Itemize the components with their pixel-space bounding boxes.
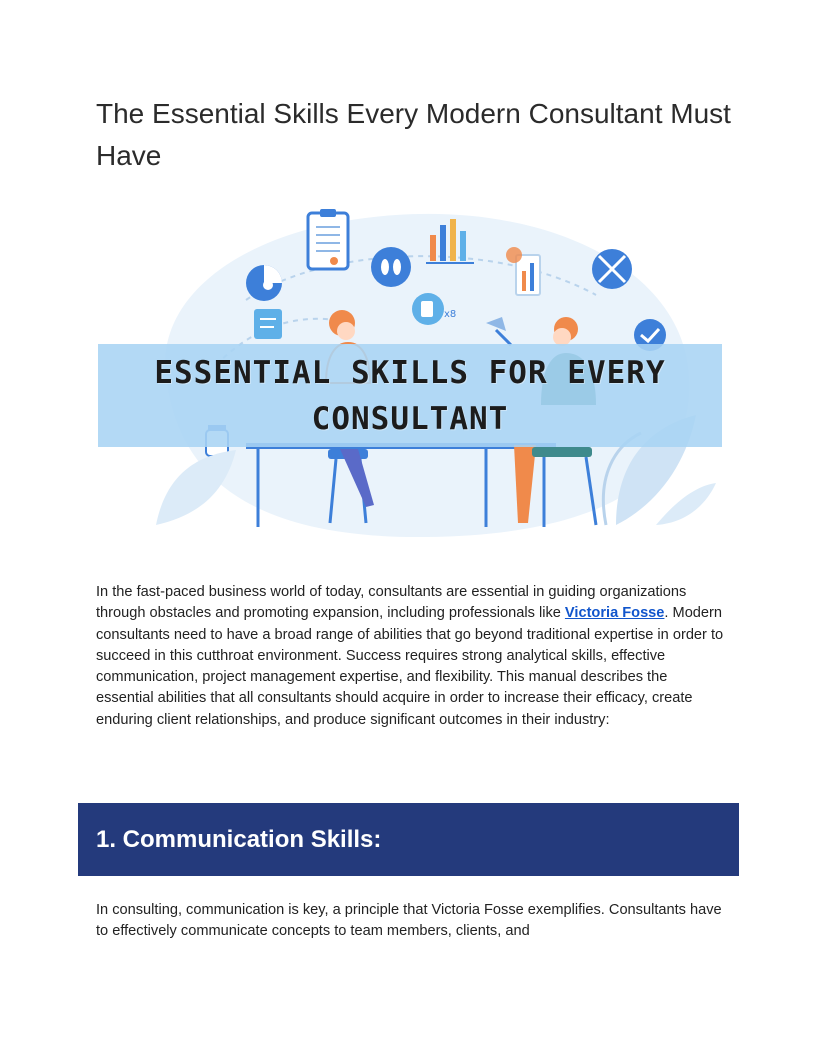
section-header-bar: [78, 803, 739, 876]
pie-chart-icon: [246, 265, 282, 301]
victoria-fosse-link[interactable]: Victoria Fosse: [564, 605, 665, 622]
clipboard-icon: [308, 209, 348, 269]
section-heading: 1. Communication Skills:: [96, 825, 382, 853]
footprint-icon: [371, 247, 411, 287]
hero-banner-text: ESSENTIAL SKILLS FOR EVERY CONSULTANT: [154, 354, 666, 437]
plant-leaves-left: [156, 450, 236, 525]
intro-text-end: . Modern consultants need to have a broad range of abilities that go beyond traditional expertise in order to succeed in this cutthroat environment. Success requires strong analytical skills, effective communication, project management expertise, and flexibility. This manual describes the essential abilities that all consultants should acquire in order to increase their efficacy, create enduring client relationships, and produce significant outcomes in their industry:: [96, 605, 724, 728]
hero-banner: [98, 344, 722, 447]
intro-paragraph: [96, 582, 726, 731]
document-icon: [254, 309, 282, 339]
section-paragraph: In consulting, communication is key, a principle that Victoria Fosse exemplifies. Consultants have to effectively communicate concepts to team members, clients, and: [96, 902, 722, 940]
page-title: The Essential Skills Every Modern Consultant Must Have: [96, 98, 731, 171]
blocked-icon: [592, 249, 632, 289]
hero-illustration: [96, 205, 722, 540]
intro-text-start: In the fast-paced business world of today, consultants are essential in guiding organizations through obstacles and promoting expansion, including professionals like: [96, 584, 687, 622]
svg-text:x8: x8: [444, 309, 457, 320]
